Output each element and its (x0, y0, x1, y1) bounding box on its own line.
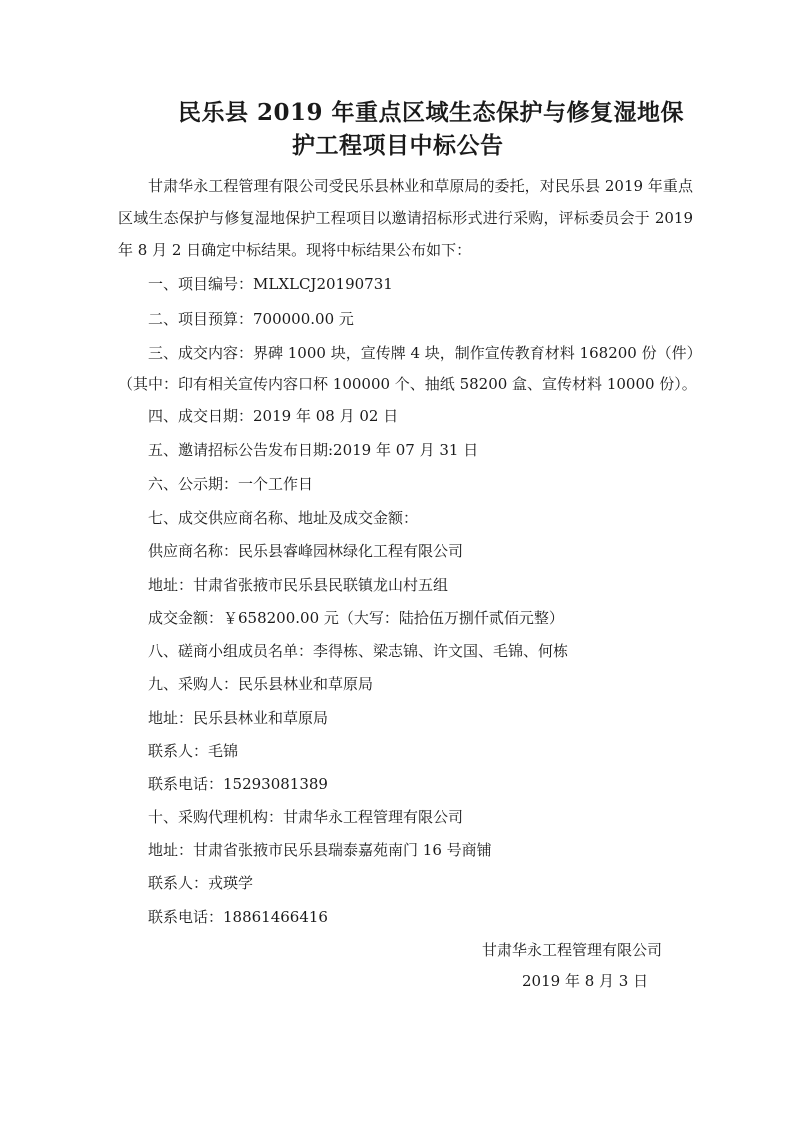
deal-date: 四、成交日期：2019 年 08 月 02 日 (148, 407, 399, 425)
procurement-agency: 十、采购代理机构：甘肃华永工程管理有限公司 (148, 808, 464, 826)
invite-announcement-date: 五、邀请招标公告发布日期:2019 年 07 月 31 日 (148, 441, 479, 459)
supplier-name: 供应商名称：民乐县睿峰园林绿化工程有限公司 (148, 542, 464, 560)
deal-content-line-2: （其中：印有相关宣传内容口杯 100000 个、抽纸 58200 盒、宣传材料 10000 份）。 (118, 375, 697, 393)
agency-contact: 联系人：戎瑛学 (148, 874, 254, 892)
deal-amount: 成交金额：￥658200.00 元（大写：陆拾伍万捌仟贰佰元整） (148, 609, 564, 627)
negotiation-team: 八、磋商小组成员名单：李得栋、梁志锦、许文国、毛锦、何栋 (148, 642, 569, 660)
agency-address: 地址：甘肃省张掖市民乐县瑞泰嘉苑南门 16 号商铺 (148, 841, 492, 859)
supplier-section-header: 七、成交供应商名称、地址及成交金额： (148, 509, 419, 527)
agency-phone: 联系电话：18861466416 (148, 908, 328, 926)
document-title-line-2: 护工程项目中标公告 (292, 132, 504, 159)
purchaser-address: 地址：民乐县林业和草原局 (148, 709, 329, 727)
signature-date: 2019 年 8 月 3 日 (522, 972, 649, 990)
deal-content-line-1: 三、成交内容：界碑 1000 块，宣传牌 4 块，制作宣传教育材料 168200 份（件） (148, 344, 702, 362)
intro-paragraph: 甘肃华永工程管理有限公司受民乐县林业和草原局的委托，对民乐县 2019 年重点区域生态保护与修复湿地保护工程项目以邀请招标形式进行采购，评标委员会于 2019 年 8 月 2 日确定中标结果。现将中标结果公布如下： (118, 177, 693, 259)
supplier-address: 地址：甘肃省张掖市民乐县民联镇龙山村五组 (148, 576, 449, 594)
publicity-period: 六、公示期：一个工作日 (148, 475, 314, 493)
purchaser: 九、采购人：民乐县林业和草原局 (148, 675, 374, 693)
project-number: 一、项目编号：MLXLCJ20190731 (148, 275, 393, 293)
purchaser-contact: 联系人：毛锦 (148, 742, 239, 760)
signature-company: 甘肃华永工程管理有限公司 (482, 941, 663, 959)
purchaser-phone: 联系电话：15293081389 (148, 775, 328, 793)
document-title-line-1: 民乐县 2019 年重点区域生态保护与修复湿地保 (178, 99, 685, 126)
project-budget: 二、项目预算：700000.00 元 (148, 310, 354, 328)
